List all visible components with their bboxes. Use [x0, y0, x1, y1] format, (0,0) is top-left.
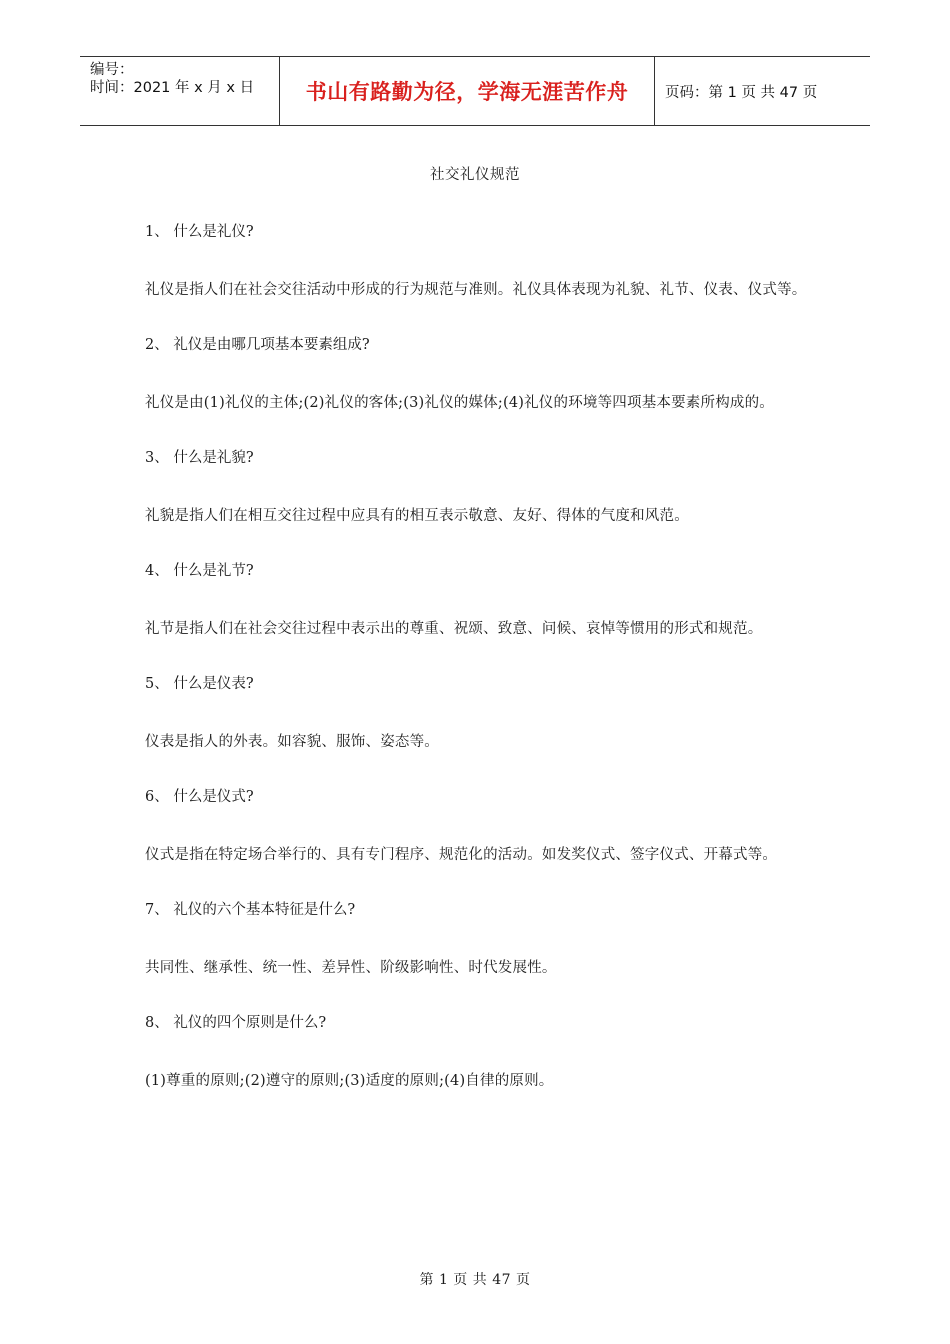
question-5: 5、 什么是仪表? — [145, 676, 254, 692]
question-1: 1、 什么是礼仪? — [145, 224, 254, 240]
header-meta — [80, 57, 280, 125]
question-3: 3、 什么是礼貌? — [145, 450, 254, 466]
answer-4: 礼节是指人们在社会交往过程中表示出的尊重、祝颂、致意、问候、哀悼等惯用的形式和规范。 — [145, 621, 763, 637]
answer-6: 仪式是指在特定场合举行的、具有专门程序、规范化的活动。如发奖仪式、签字仪式、开幕式等。 — [145, 847, 778, 863]
page-header — [80, 56, 870, 126]
page-footer: 第 1 页 共 47 页 — [419, 1272, 531, 1288]
question-6: 6、 什么是仪式? — [145, 789, 254, 805]
question-8: 8、 礼仪的四个原则是什么? — [145, 1015, 327, 1031]
answer-8: (1)尊重的原则;(2)遵守的原则;(3)适度的原则;(4)自律的原则。 — [145, 1073, 554, 1089]
answer-3: 礼貌是指人们在相互交往过程中应具有的相互表示敬意、友好、得体的气度和风范。 — [145, 508, 689, 524]
header-slogan: 书山有路勤为径，学海无涯苦作舟 — [280, 57, 655, 125]
question-7: 7、 礼仪的六个基本特征是什么? — [145, 902, 356, 918]
header-page-info: 页码：第 1 页 共 47 页 — [665, 84, 818, 101]
answer-5: 仪表是指人的外表。如容貌、服饰、姿态等。 — [145, 734, 439, 750]
answer-2: 礼仪是由(1)礼仪的主体;(2)礼仪的客体;(3)礼仪的媒体;(4)礼仪的环境等四项基本要素所构成的。 — [145, 395, 775, 411]
document-title: 社交礼仪规范 — [430, 167, 520, 183]
question-4: 4、 什么是礼节? — [145, 563, 254, 579]
question-2: 2、 礼仪是由哪几项基本要素组成? — [145, 337, 370, 353]
answer-1: 礼仪是指人们在社会交往活动中形成的行为规范与准则。礼仪具体表现为礼貌、礼节、仪表、仪式等。 — [145, 282, 807, 298]
document-body — [145, 218, 810, 1122]
doc-date: 时间：2021 年 x 月 x 日 — [90, 80, 255, 96]
answer-7: 共同性、继承性、统一性、差异性、阶级影响性、时代发展性。 — [145, 960, 557, 976]
doc-number-label: 编号： — [90, 62, 134, 78]
